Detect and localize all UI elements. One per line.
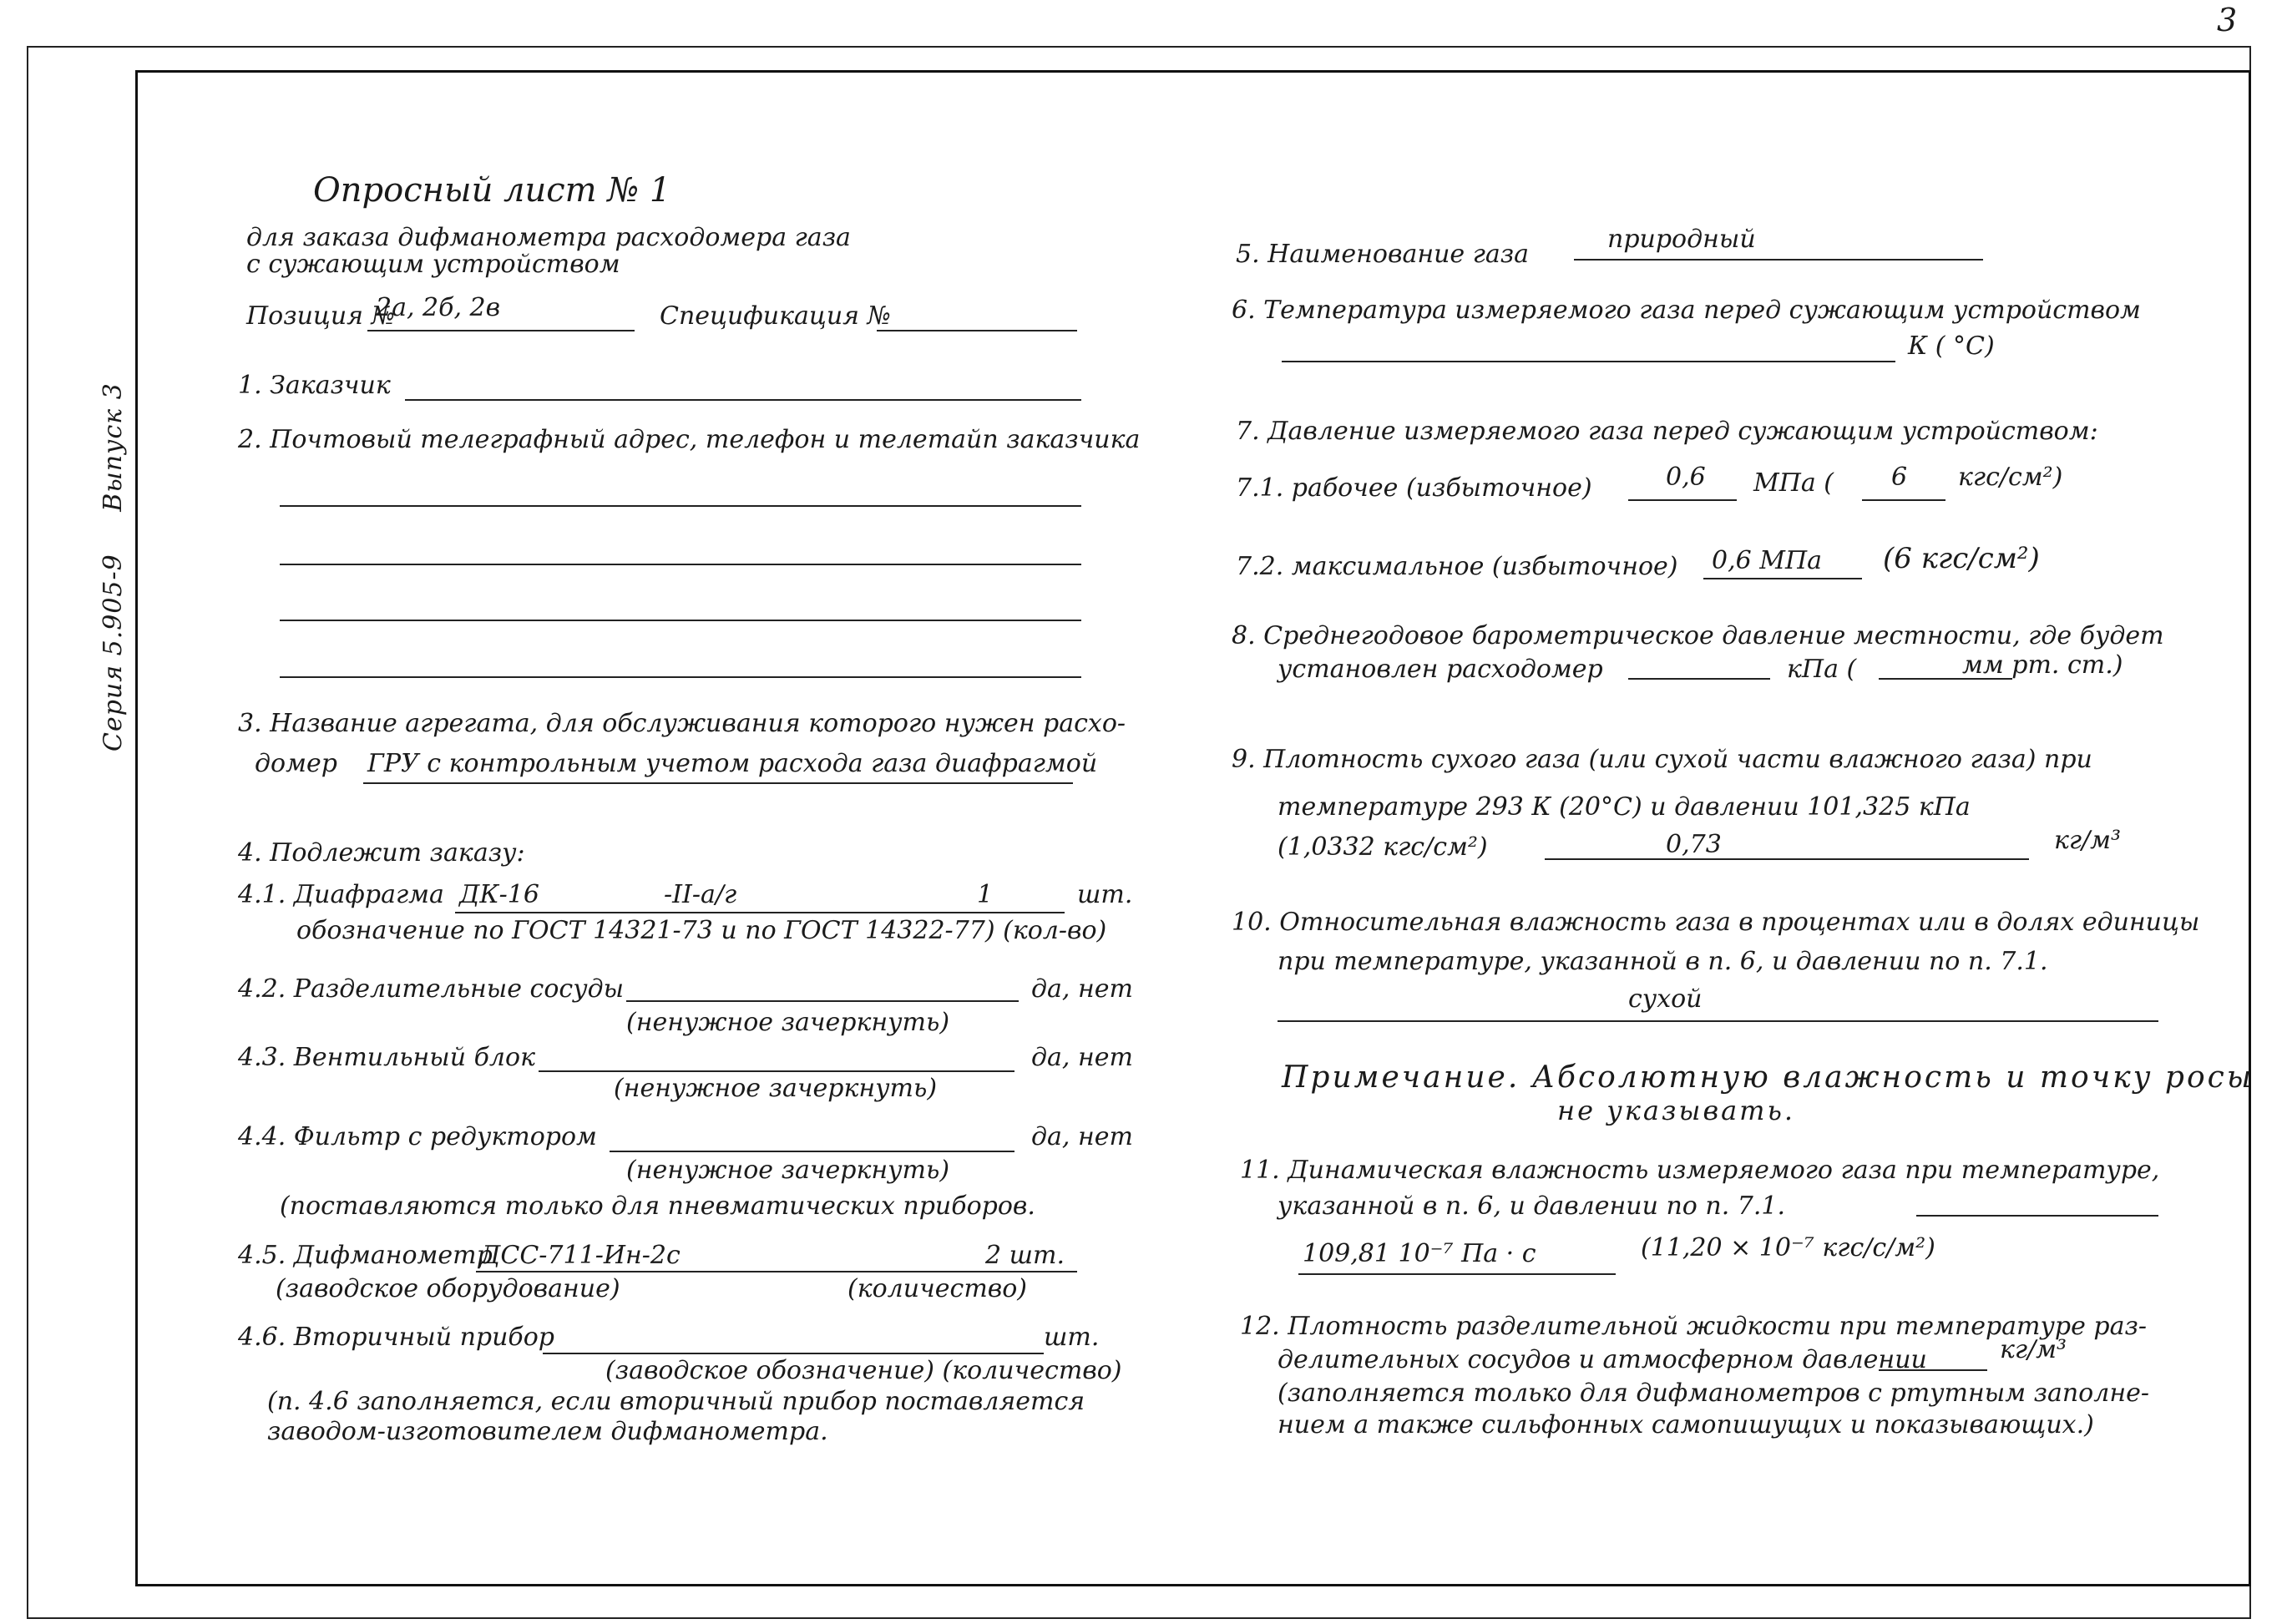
item7-label: 7. Давление измеряемого газа перед сужающим устройством: — [1236, 417, 2098, 446]
item44-label: 4.4. Фильтр с редуктором — [238, 1122, 597, 1151]
note-line-1: Примечание. Абсолютную влажность и точку росы — [1282, 1060, 2254, 1095]
item41-label: 4.1. Диафрагма — [238, 880, 444, 909]
item41-unit: шт. — [1077, 880, 1133, 909]
item8-field[interactable] — [1628, 678, 1770, 680]
series-label: Серия 5.905-9 — [99, 554, 128, 751]
item10-label-1: 10. Относительная влажность газа в процентах или в долях единицы — [1232, 908, 2200, 937]
item2-label: 2. Почтовый телеграфный адрес, телефон и телетайп заказчика — [238, 425, 1141, 454]
item44-choice[interactable]: да, нет — [1031, 1122, 1133, 1151]
item41-underline — [455, 912, 1065, 913]
item41-note: обозначение по ГОСТ 14321-73 и по ГОСТ 14322-77) (кол-во) — [296, 916, 1107, 945]
item46-label: 4.6. Вторичный прибор — [238, 1323, 554, 1352]
item6-field[interactable] — [1282, 361, 1895, 362]
item42-label: 4.2. Разделительные сосуды — [238, 974, 625, 1004]
item44-field[interactable] — [610, 1151, 1014, 1152]
item8-label-2: установлен расходомер — [1278, 655, 1603, 684]
item9-value[interactable]: 0,73 — [1666, 830, 1722, 859]
item41-qty[interactable]: 1 — [977, 880, 994, 909]
position-underline — [367, 330, 635, 331]
note-line-2: не указывать. — [1557, 1095, 1796, 1126]
item12-label-1: 12. Плотность разделительной жидкости при температуре раз- — [1240, 1312, 2147, 1341]
item3-value[interactable]: ГРУ с контрольным учетом расхода газа диафрагмой — [367, 749, 1098, 778]
item9-label-2: температуре 293 К (20°С) и давлении 101,325 кПа — [1278, 792, 1971, 822]
item71-alt-underline — [1862, 499, 1945, 501]
address-field-1[interactable] — [280, 505, 1081, 507]
item8-alt-unit: мм рт. ст.) — [1962, 650, 2123, 680]
position-value[interactable]: 2а, 2б, 2в — [376, 293, 501, 322]
item45-note2: (количество) — [848, 1274, 1027, 1303]
form-subtitle-1: для заказа дифманометра расходомера газа — [246, 223, 851, 252]
item41-mark[interactable]: -II-а/г — [664, 880, 737, 909]
item45-underline — [476, 1271, 1077, 1272]
item6-label: 6. Температура измеряемого газа перед сужающим устройством — [1232, 296, 2141, 325]
item12-unit: кг/м³ — [2000, 1335, 2067, 1364]
item71-alt[interactable]: 6 — [1891, 463, 1908, 492]
item43-choice[interactable]: да, нет — [1031, 1043, 1133, 1072]
item72-underline — [1703, 578, 1862, 579]
customer-field[interactable] — [405, 399, 1081, 401]
item42-note: (ненужное зачеркнуть) — [626, 1008, 950, 1037]
item12-label-4: нием а также сильфонных самопишущих и показывающих.) — [1278, 1410, 2094, 1439]
item12-label-3: (заполняется только для дифманометров с ртутным заполне- — [1278, 1379, 2149, 1408]
item1-label: 1. Заказчик — [238, 371, 391, 400]
item42-choice[interactable]: да, нет — [1031, 974, 1133, 1004]
item45-note1: (заводское оборудование) — [276, 1274, 620, 1303]
item44-note: (ненужное зачеркнуть) — [626, 1156, 950, 1185]
item46-unit: шт. — [1044, 1323, 1100, 1352]
address-field-3[interactable] — [280, 620, 1081, 621]
item3-label-1: 3. Название агрегата, для обслуживания которого нужен расхо- — [238, 709, 1126, 738]
item9-label-3: (1,0332 кгс/см²) — [1278, 832, 1488, 862]
item4-label: 4. Подлежит заказу: — [238, 838, 525, 868]
specification-label: Спецификация № — [660, 301, 891, 331]
item11-underline — [1298, 1273, 1616, 1275]
item8-label-1: 8. Среднегодовое барометрическое давление местности, где будет — [1232, 621, 2164, 650]
item43-field[interactable] — [539, 1070, 1014, 1072]
side-series-label — [99, 349, 128, 751]
item12-field[interactable] — [1879, 1369, 1987, 1371]
item46-note: (заводское обозначение) (количество) — [605, 1356, 1122, 1385]
position-label: Позиция № — [246, 301, 395, 331]
item45-qty[interactable]: 2 шт. — [985, 1241, 1065, 1270]
item46-remark2: заводом-изготовителем дифманометра. — [267, 1417, 828, 1446]
item12-label-2: делительных сосудов и атмосферном давлении — [1278, 1345, 1927, 1374]
item10-underline — [1278, 1020, 2158, 1022]
item9-underline — [1545, 858, 2029, 860]
item11-alt[interactable]: (11,20 × 10⁻⁷ кгс/с/м²) — [1641, 1233, 1935, 1262]
item71-value[interactable]: 0,6 — [1666, 463, 1706, 492]
address-field-4[interactable] — [280, 676, 1081, 678]
item8-unit: кПа ( — [1787, 655, 1857, 684]
item6-units: К ( °С) — [1908, 331, 1995, 361]
item9-label-1: 9. Плотность сухого газа (или сухой части влажного газа) при — [1232, 745, 2092, 774]
item43-label: 4.3. Вентильный блок — [238, 1043, 535, 1072]
item5-underline — [1574, 259, 1983, 261]
item11-label-1: 11. Динамическая влажность измеряемого газа при температуре, — [1240, 1156, 2160, 1185]
item72-value[interactable]: 0,6 МПа — [1712, 546, 1823, 575]
item42-field[interactable] — [626, 1000, 1019, 1002]
item72-label: 7.2. максимальное (избыточное) — [1236, 552, 1678, 581]
item71-label: 7.1. рабочее (избыточное) — [1236, 473, 1592, 503]
item5-value[interactable]: природный — [1607, 225, 1756, 254]
item10-value[interactable]: сухой — [1628, 984, 1703, 1014]
item3-underline — [363, 782, 1073, 784]
item9-unit: кг/м³ — [2054, 826, 2122, 855]
item11-value[interactable]: 109,81 10⁻⁷ Па · с — [1303, 1239, 1536, 1268]
item45-value[interactable]: ДСС-711-Ин-2с — [480, 1241, 681, 1270]
item44-note2: (поставляются только для пневматических приборов. — [280, 1191, 1035, 1221]
form-subtitle-2: с сужающим устройством — [246, 250, 620, 279]
item3-label-2: домер — [255, 749, 337, 778]
item10-label-2: при температуре, указанной в п. 6, и давлении по п. 7.1. — [1278, 947, 2048, 976]
item71-alt-unit: кгс/см²) — [1958, 463, 2063, 492]
item5-label: 5. Наименование газа — [1236, 240, 1529, 269]
item71-unit: МПа ( — [1753, 468, 1834, 498]
specification-field[interactable] — [877, 330, 1077, 331]
item71-underline — [1628, 499, 1737, 501]
item11-field[interactable] — [1916, 1215, 2158, 1217]
page-number: 3 — [2217, 2, 2238, 38]
item45-label: 4.5. Дифманометр — [238, 1241, 493, 1270]
address-field-2[interactable] — [280, 564, 1081, 565]
item72-alt[interactable]: (6 кгс/см²) — [1883, 542, 2040, 575]
item43-note: (ненужное зачеркнуть) — [614, 1074, 938, 1103]
issue-label: Выпуск 3 — [99, 382, 128, 512]
item46-remark1: (п. 4.6 заполняется, если вторичный прибор поставляется — [267, 1387, 1085, 1416]
item11-label-2: указанной в п. 6, и давлении по п. 7.1. — [1278, 1191, 1786, 1221]
item41-model[interactable]: ДК-16 — [459, 880, 539, 909]
item46-field[interactable] — [543, 1353, 1044, 1354]
form-title: Опросный лист № 1 — [313, 171, 671, 210]
